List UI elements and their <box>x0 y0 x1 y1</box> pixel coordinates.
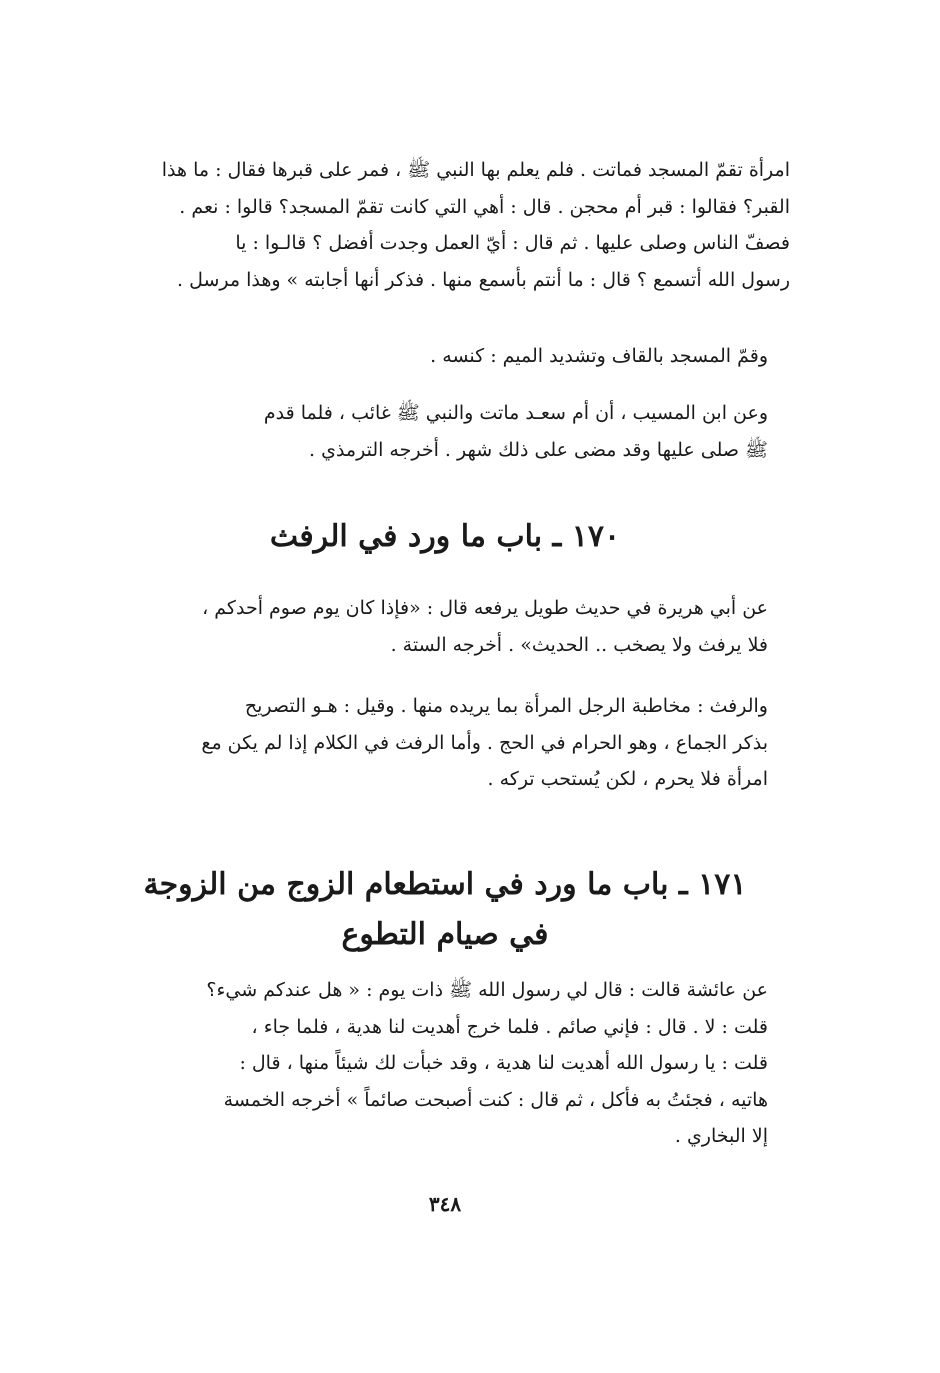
text-line: عن عائشة قالت : قال لي رسول الله ﷺ ذات يوم : « هل عندكم شيء؟ <box>206 979 768 1001</box>
text-line: عن أبي هريرة في حديث طويل يرفعه قال : «فإذا كان يوم صوم أحدكم ، <box>202 597 768 619</box>
text-line: رسول الله أتسمع ؟ قال : ما أنتم بأسمع منها . فذكر أنها أجابته » وهذا مرسل . <box>176 268 790 291</box>
text-line: فلا يرفث ولا يصخب .. الحديث» . أخرجه الستة . <box>390 633 768 656</box>
text-line: قلت : لا . قال : فإني صائم . فلما خرج أهديت لنا هدية ، فلما جاء ، <box>251 1015 768 1038</box>
paragraph-definition-qamm <box>100 338 790 375</box>
heading-line: ١٧٠ ـ باب ما ورد في الرفث <box>269 519 621 554</box>
text-line: وعن ابن المسيب ، أن أم سعـد ماتت والنبي ﷺ غائب ، فلما قدم <box>263 402 768 424</box>
text-line: وقمّ المسجد بالقاف وتشديد الميم : كنسه . <box>430 345 768 367</box>
text-line: والرفث : مخاطبة الرجل المرأة بما يريده منها . وقيل : هـو التصريح <box>244 695 768 717</box>
text-line: ﷺ صلى عليها وقد مضى على ذلك شهر . أخرجه الترمذي . <box>309 438 768 461</box>
book-page <box>100 0 790 1373</box>
text-line: إلا البخاري . <box>674 1125 768 1147</box>
text-line: امرأة فلا يحرم ، لكن يُستحب تركه . <box>487 768 768 790</box>
text-line: فصفّ الناس وصلى عليها . ثم قال : أيّ العمل وجدت أفضل ؟ قالـوا : يا <box>235 232 790 254</box>
paragraph-aisha-hadith <box>100 972 790 1155</box>
paragraph-hadith-mosque-woman <box>100 152 790 298</box>
text-line: امرأة تقمّ المسجد فماتت . فلم يعلم بها النبي ﷺ ، فمر على قبرها فقال : ما هذا <box>161 159 790 181</box>
text-line: قلت : يا رسول الله أهديت لنا هدية ، وقد خبأت لك شيئاً منها ، قال : <box>239 1052 768 1074</box>
chapter-heading-170 <box>100 512 790 562</box>
text-line: هاتيه ، فجئتُ به فأكل ، ثم قال : كنت أصبحت صائماً » أخرجه الخمسة <box>223 1088 768 1111</box>
paragraph-ibn-musayyib <box>100 395 790 468</box>
paragraph-rafath-definition <box>100 688 790 798</box>
text-line: القبر؟ فقالوا : قبر أم محجن . قال : أهي التي كانت تقمّ المسجد؟ قالوا : نعم . <box>179 195 790 218</box>
heading-line: في صيام التطوع <box>341 917 549 952</box>
paragraph-abu-hurayra <box>100 590 790 663</box>
heading-line: ١٧١ ـ باب ما ورد في استطعام الزوج من الزوجة <box>143 867 747 902</box>
page-number: ٣٤٨ <box>428 1192 462 1216</box>
chapter-heading-171 <box>100 860 790 960</box>
text-line: بذكر الجماع ، وهو الحرام في الحج . وأما الرفث في الكلام إذا لم يكن مع <box>201 731 768 754</box>
